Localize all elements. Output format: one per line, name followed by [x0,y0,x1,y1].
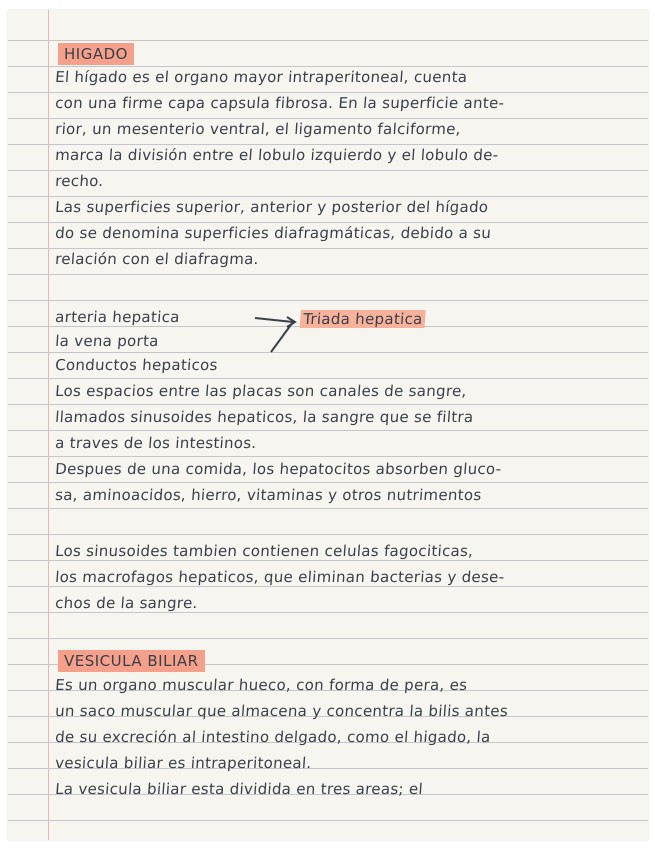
ruled-line [8,40,648,41]
notebook-page [8,10,648,840]
ruled-line [8,66,648,67]
ruled-line [8,534,648,535]
ruled-line [8,248,648,249]
text-line: Es un organo muscular hueco, con forma de pera, es [54,676,468,694]
ruled-line [8,118,648,119]
ruled-line [8,92,648,93]
text-line: Los espacios entre las placas son canales de sangre, [54,382,468,400]
text-line: La vesicula biliar esta dividida en tres areas; el [54,780,424,798]
ruled-line [8,300,648,301]
heading-vesicula: VESICULA BILIAR [58,650,205,672]
ruled-line [8,274,648,275]
text-line: rior, un mesenterio ventral, el ligamento falciforme, [54,120,462,138]
text-line: a traves de los intestinos. [54,434,258,452]
text-line: chos de la sangre. [54,594,199,612]
text-line: llamados sinusoides hepaticos, la sangre que se filtra [54,408,475,426]
ruled-line [8,638,648,639]
text-line: El hígado es el organo mayor intraperitoneal, cuenta [54,68,468,86]
text-line: un saco muscular que almacena y concentra la bilis antes [54,702,509,720]
text-line: los macrofagos hepaticos, que eliminan bacterias y dese- [54,568,506,586]
text-line: sa, aminoacidos, hierro, vitaminas y otros nutrimentos [54,486,483,504]
heading-higado: HIGADO [58,43,134,65]
triad-item: arteria hepatica [54,308,181,326]
ruled-line [8,820,648,821]
text-line: con una firme capa capsula fibrosa. En la superficie ante- [54,94,505,112]
ruled-line [8,144,648,145]
ruled-line [8,222,648,223]
text-line: do se denomina superficies diafragmáticas, debido a su [54,224,492,242]
text-line: vesicula biliar es intraperitoneal. [54,754,313,772]
ruled-line [8,196,648,197]
text-line: de su excreción al intestino delgado, como el higado, la [54,728,492,746]
triad-label-text: Triada hepatica [300,310,427,328]
text-line: recho. [54,172,105,190]
text-line: relación con el diafragma. [54,250,260,268]
text-line: Las superficies superior, anterior y posterior del hígado [54,198,490,216]
bracket-arrow-icon [253,308,303,358]
text-line: marca la división entre el lobulo izquierdo y el lobulo de- [54,146,500,164]
triad-item: la vena porta [54,332,160,350]
text-line: Despues de una comida, los hepatocitos absorben gluco- [54,460,503,478]
ruled-line [8,170,648,171]
triad-item: Conductos hepaticos [54,356,219,374]
text-line: Los sinusoides tambien contienen celulas fagociticas, [54,542,474,560]
triad-label [299,310,426,334]
